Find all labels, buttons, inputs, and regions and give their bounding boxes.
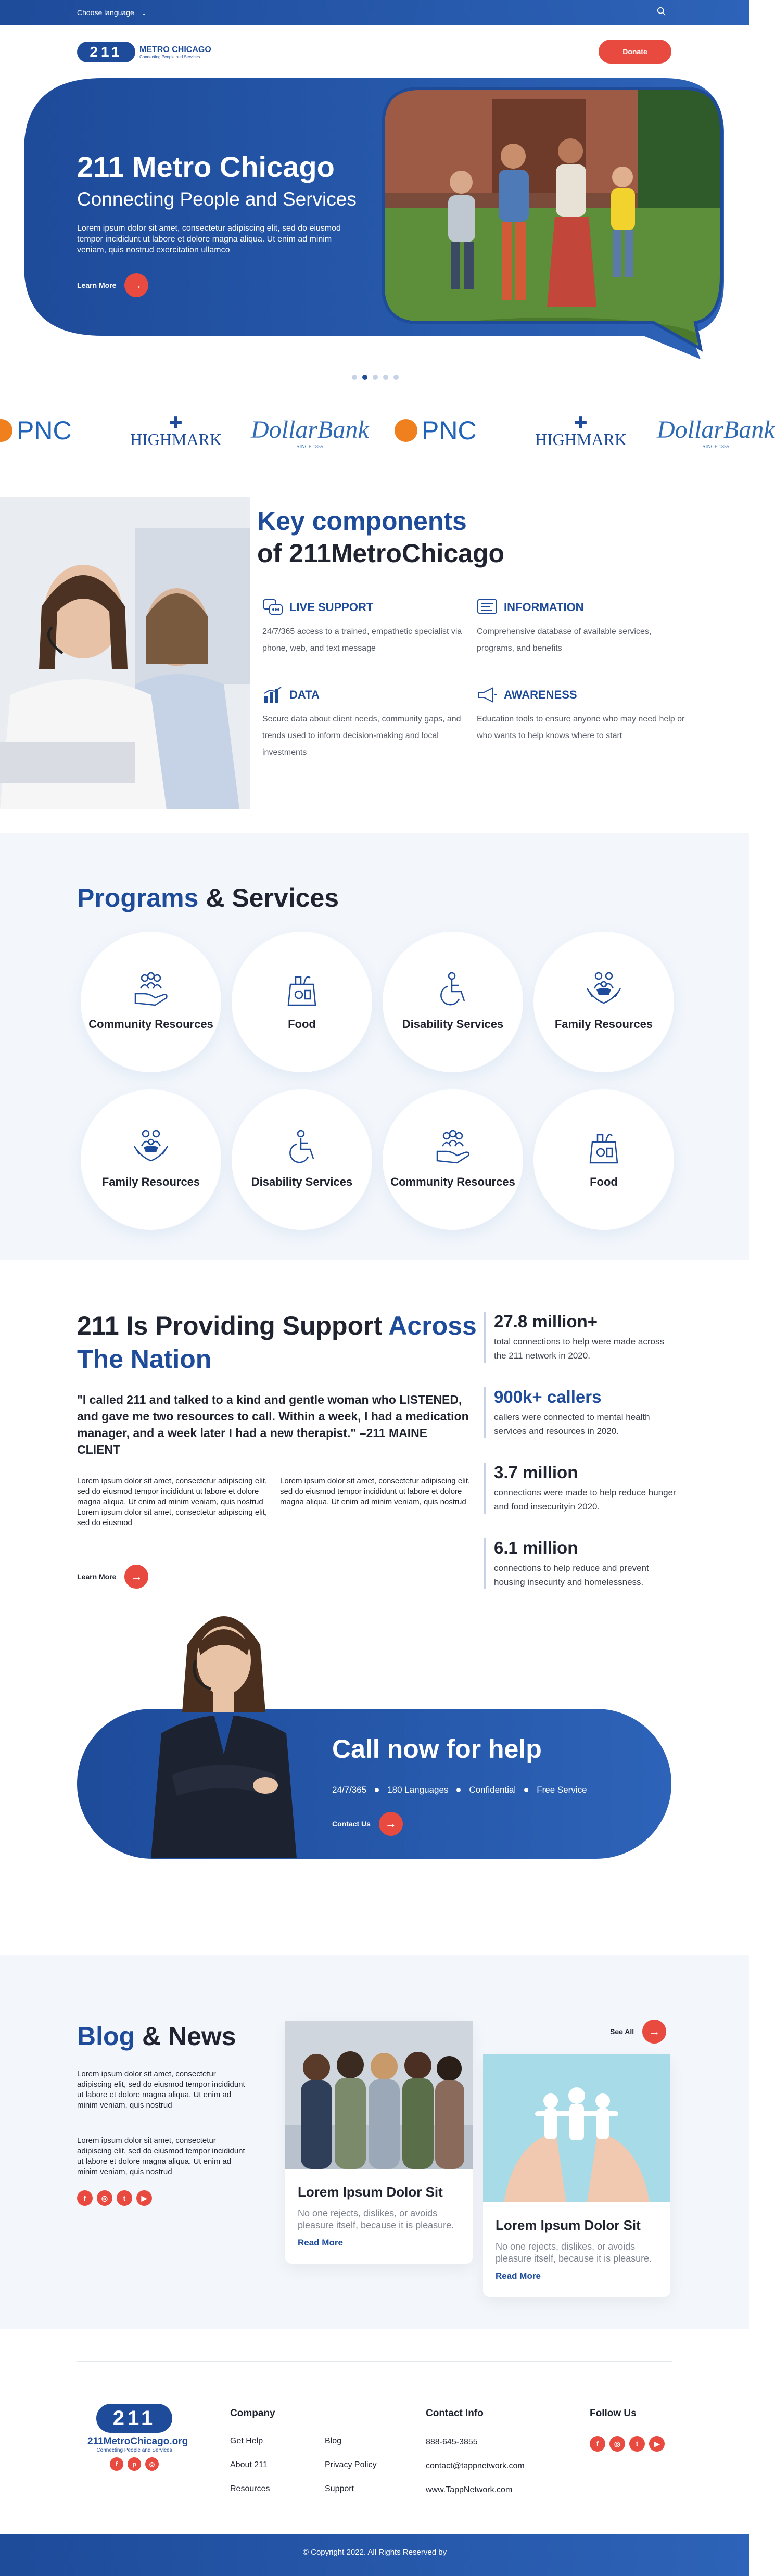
carousel-dot[interactable] <box>352 375 357 380</box>
youtube-icon[interactable]: ▶ <box>136 2190 152 2206</box>
partner-sub: SINCE 1855 <box>702 444 730 450</box>
stat-item <box>484 1312 677 1363</box>
contact-us-button[interactable] <box>332 1812 403 1836</box>
client-quote: "I called 211 and talked to a kind and gentle woman who LISTENED, and gave me two resources to call. Within a week, I had a medication manager, and a week later I had a new therapist." –211 MAINE CLIENT <box>77 1393 469 1456</box>
program-label: Community Resources <box>88 1018 213 1031</box>
support-heading <box>77 1309 483 1376</box>
contact-cta-label: Contact Us <box>332 1820 371 1828</box>
program-card[interactable] <box>81 932 221 1072</box>
chevron-down-icon: ⌄ <box>141 10 146 17</box>
call-tags <box>332 1785 587 1795</box>
blog-card[interactable] <box>483 2054 670 2297</box>
component-label: INFORMATION <box>504 601 584 614</box>
pnc-triangle-icon <box>395 419 417 442</box>
footer-website[interactable]: www.TappNetwork.com <box>426 2485 513 2494</box>
key-components-heading <box>257 505 504 569</box>
footer-follow-title: Follow Us <box>590 2408 637 2419</box>
component-text: 24/7/365 access to a trained, empathetic specialist via phone, web, and text message <box>262 627 462 653</box>
instagram-icon[interactable]: ◎ <box>97 2190 112 2206</box>
component-live-support <box>262 599 471 657</box>
program-card[interactable] <box>232 1089 372 1230</box>
pinterest-icon[interactable]: p <box>128 2457 141 2471</box>
key-components-title-a: Key components <box>257 506 467 536</box>
arrow-right-icon: → <box>124 1565 148 1589</box>
logo-tagline: Connecting People and Services <box>139 54 200 59</box>
partner-logo-dollarbank <box>251 415 369 450</box>
program-label: Community Resources <box>390 1175 515 1188</box>
stat-value: 27.8 million+ <box>494 1312 598 1331</box>
program-card[interactable] <box>232 932 372 1072</box>
carousel-dots <box>352 375 399 380</box>
language-label: Choose language <box>77 8 134 17</box>
family-icon <box>132 1128 170 1166</box>
card-title: Lorem Ipsum Dolor Sit <box>298 2184 443 2200</box>
key-components-title-b: of 211MetroChicago <box>257 539 505 568</box>
partner-name: DollarBank <box>657 416 775 443</box>
instagram-icon[interactable]: ◎ <box>609 2436 625 2452</box>
carousel-dot[interactable] <box>393 375 399 380</box>
program-card[interactable] <box>533 1089 674 1230</box>
call-center-photo <box>0 497 250 809</box>
partner-sub: SINCE 1855 <box>296 444 324 450</box>
hero-title: 211 Metro Chicago <box>77 150 335 183</box>
footer-divider <box>77 2361 672 2362</box>
support-title-b: Across The Nation <box>77 1311 477 1374</box>
hero-subtitle: Connecting People and Services <box>77 188 357 210</box>
hero-speech-bubble <box>24 78 727 362</box>
youtube-icon[interactable]: ▶ <box>649 2436 665 2452</box>
footer-link[interactable]: Support <box>325 2484 354 2493</box>
see-all-label: See All <box>610 2027 634 2036</box>
footer-phone[interactable]: 888-645-3855 <box>426 2438 478 2446</box>
call-tag: 24/7/365 <box>332 1785 367 1795</box>
program-label: Family Resources <box>554 1018 653 1031</box>
program-label: Disability Services <box>251 1175 353 1188</box>
logo-number: 211 <box>77 42 135 62</box>
footer-link[interactable]: Get Help <box>230 2437 263 2445</box>
chart-icon <box>262 686 283 704</box>
partner-name: HIGHMARK <box>130 430 222 449</box>
hero-family-photo <box>378 78 727 362</box>
read-more-link[interactable]: Read More <box>298 2238 343 2248</box>
carousel-dot[interactable] <box>383 375 388 380</box>
program-label: Food <box>288 1018 316 1031</box>
blog-title-b: & News <box>135 2022 236 2051</box>
logo-name: METRO CHICAGO <box>139 45 211 54</box>
footer-logo[interactable] <box>87 2404 188 2471</box>
donate-button[interactable]: Donate <box>599 40 671 64</box>
program-label: Disability Services <box>402 1018 504 1031</box>
blog-intro-2: Lorem ipsum dolor sit amet, consectetur adipiscing elit, sed do eiusmod tempor incididunt ut labore et dolore magna aliqua. Ut enim ad minim veniam, quis nostrud <box>77 2136 245 2176</box>
partner-name: HIGHMARK <box>535 430 627 449</box>
card-text: No one rejects, dislikes, or avoids pleasure itself, because it is pleasure. <box>298 2208 454 2230</box>
group-photo <box>285 2021 473 2169</box>
stat-value: 6.1 million <box>494 1538 578 1557</box>
stat-text: connections were made to help reduce hunger and food insecurityin 2020. <box>494 1488 676 1512</box>
support-title-a: 211 Is Providing Support <box>77 1311 389 1340</box>
hero-cta-label: Learn More <box>77 281 117 289</box>
hero-learn-more-button[interactable] <box>77 273 148 297</box>
brand-logo[interactable] <box>77 42 211 62</box>
facebook-icon[interactable]: f <box>110 2457 123 2471</box>
component-label: DATA <box>289 688 320 701</box>
footer-logo-number: 211 <box>96 2404 172 2433</box>
call-title: Call now for help <box>332 1734 542 1763</box>
partner-name: PNC <box>422 416 477 445</box>
arrow-right-icon: → <box>642 2020 666 2044</box>
community-icon <box>132 971 170 1008</box>
hero-body: Lorem ipsum dolor sit amet, consectetur adipiscing elit, sed do eiusmod tempor incididunt ut labore et dolore magna aliqua. Ut enim ad minim veniam, quis nostrud exercitation ullamco <box>77 224 341 255</box>
database-icon <box>477 599 498 616</box>
footer-contact-title: Contact Info <box>426 2408 484 2419</box>
carousel-dot-active[interactable] <box>362 375 367 380</box>
stat-item <box>484 1387 677 1438</box>
read-more-link[interactable]: Read More <box>496 2271 541 2281</box>
instagram-icon[interactable]: ◎ <box>145 2457 159 2471</box>
program-card[interactable] <box>533 932 674 1072</box>
hero-banner <box>24 78 727 362</box>
stat-text: callers were connected to mental health services and resources in 2020. <box>494 1412 650 1436</box>
partner-logo-pnc <box>0 415 72 446</box>
program-card[interactable] <box>383 932 523 1072</box>
twitter-icon[interactable]: t <box>629 2436 645 2452</box>
stat-text: total connections to help were made across the 211 network in 2020. <box>494 1337 664 1361</box>
paper-family-photo <box>483 2054 670 2202</box>
call-tag: Confidential <box>469 1785 516 1795</box>
stat-value: 900k+ callers <box>494 1387 602 1406</box>
footer-link[interactable]: Resources <box>230 2484 270 2493</box>
component-text: Secure data about client needs, community gaps, and trends used to inform decision-making and local investments <box>262 715 461 757</box>
chat-icon <box>262 599 283 616</box>
footer-link[interactable]: Privacy Policy <box>325 2460 377 2469</box>
programs-title-a: Programs <box>77 883 199 912</box>
wheelchair-icon <box>283 1128 321 1166</box>
component-data <box>262 686 471 761</box>
partner-logo-pnc <box>395 415 477 446</box>
card-text: No one rejects, dislikes, or avoids pleasure itself, because it is pleasure. <box>496 2241 652 2264</box>
programs-heading <box>77 883 339 913</box>
arrow-right-icon: → <box>379 1812 403 1836</box>
footer-company-title: Company <box>230 2408 275 2419</box>
call-tag: Free Service <box>537 1785 587 1795</box>
program-card[interactable] <box>383 1089 523 1230</box>
blog-social-links <box>77 2190 152 2206</box>
programs-title-b: & Services <box>198 883 339 912</box>
stat-value: 3.7 million <box>494 1463 578 1482</box>
component-text: Comprehensive database of available services, programs, and benefits <box>477 627 652 653</box>
component-label: LIVE SUPPORT <box>289 601 374 614</box>
footer-link[interactable]: Blog <box>325 2437 342 2445</box>
blog-card[interactable] <box>285 2021 473 2264</box>
program-card[interactable] <box>81 1089 221 1230</box>
cross-shield-icon: ✚ <box>169 414 183 432</box>
footer-tagline: Connecting People and Services <box>96 2447 172 2453</box>
support-cta-label: Learn More <box>77 1572 117 1581</box>
support-text-col1: Lorem ipsum dolor sit amet, consectetur adipiscing elit, sed do eiusmod tempor incididunt ut labore et dolore magna aliqua. Ut enim ad minim veniam, quis nostrud Lorem ipsum dolor sit amet, consectetur adipiscing elit, sed do eiusmod <box>77 1477 268 1527</box>
blog-heading <box>77 2021 236 2051</box>
language-selector[interactable] <box>77 8 146 17</box>
card-title: Lorem Ipsum Dolor Sit <box>496 2217 641 2233</box>
twitter-icon[interactable]: t <box>117 2190 132 2206</box>
community-icon <box>434 1128 472 1166</box>
component-text: Education tools to ensure anyone who may need help or who wants to help knows where to start <box>477 715 685 740</box>
stat-item <box>484 1463 677 1514</box>
blog-intro-1: Lorem ipsum dolor sit amet, consectetur adipiscing elit, sed do eiusmod tempor incididunt ut labore et dolore magna aliqua. Ut enim ad minim veniam, quis nostrud <box>77 2070 245 2110</box>
call-tag: 180 Languages <box>387 1785 449 1795</box>
grocery-bag-icon <box>283 971 321 1008</box>
support-learn-more-button[interactable] <box>77 1565 148 1589</box>
stat-text: connections to help reduce and prevent housing insecurity and homelessness. <box>494 1563 649 1587</box>
program-label: Family Resources <box>101 1175 200 1188</box>
support-agent-photo <box>141 1598 312 1858</box>
pnc-triangle-icon <box>0 419 12 442</box>
partner-logo-highmark <box>535 415 627 448</box>
family-icon <box>585 971 622 1008</box>
footer-site: 211MetroChicago.org <box>87 2436 188 2447</box>
footer-link[interactable]: About 211 <box>230 2460 268 2469</box>
cross-shield-icon: ✚ <box>574 414 588 432</box>
copyright-text: © Copyright 2022. All Rights Reserved by <box>302 2548 447 2557</box>
see-all-button[interactable] <box>610 2020 666 2044</box>
partner-name: DollarBank <box>251 416 369 443</box>
top-bar <box>0 0 749 25</box>
megaphone-icon <box>477 686 498 704</box>
grocery-bag-icon <box>585 1128 622 1166</box>
component-awareness <box>477 686 685 744</box>
carousel-dot[interactable] <box>373 375 378 380</box>
support-text-col2: Lorem ipsum dolor sit amet, consectetur adipiscing elit, sed do eiusmod tempor incididunt ut labore et dolore magna aliqua. Ut enim ad minim veniam, quis nostrud <box>280 1477 471 1506</box>
search-icon[interactable] <box>657 7 666 16</box>
blog-title-a: Blog <box>77 2022 135 2051</box>
facebook-icon[interactable]: f <box>590 2436 605 2452</box>
stat-item <box>484 1538 677 1589</box>
partner-logo-dollarbank <box>657 415 775 450</box>
program-label: Food <box>590 1175 618 1188</box>
partner-name: PNC <box>17 416 72 445</box>
footer-email[interactable]: contact@tappnetwork.com <box>426 2461 525 2470</box>
partner-logo-highmark <box>130 415 222 448</box>
component-label: AWARENESS <box>504 688 577 701</box>
copyright-bar <box>0 2534 749 2576</box>
wheelchair-icon <box>434 971 472 1008</box>
component-information <box>477 599 685 657</box>
arrow-right-icon: → <box>124 273 148 297</box>
partner-logos <box>0 406 775 450</box>
facebook-icon[interactable]: f <box>77 2190 93 2206</box>
